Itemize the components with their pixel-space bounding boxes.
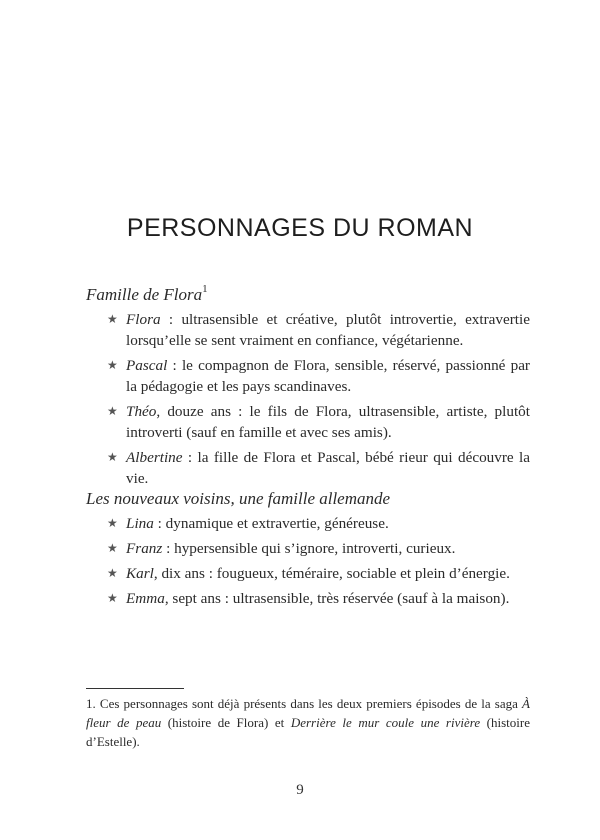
- section-heading-famille-de-flora: [86, 285, 208, 305]
- character-name: Albertine: [126, 449, 183, 466]
- list-item: [105, 447, 530, 489]
- character-description: : le compagnon de Flora, sensible, réservé, passionné par la pédagogie et les pays scandinaves.: [126, 357, 530, 395]
- star-icon: ★: [107, 541, 118, 555]
- character-description: , dix ans : fougueux, téméraire, sociable et plein d’énergie.: [153, 565, 510, 582]
- character-description: : la fille de Flora et Pascal, bébé rieur qui découvre la vie.: [126, 449, 530, 487]
- section-heading-nouveaux-voisins: Les nouveaux voisins, une famille allemande: [86, 489, 391, 508]
- list-item: [105, 588, 530, 609]
- character-list-flora: [105, 309, 530, 493]
- footnote-number: 1.: [86, 696, 96, 711]
- character-list-voisins: [105, 513, 530, 613]
- character-description: , sept ans : ultrasensible, très réservée (sauf à la maison).: [164, 590, 510, 607]
- footnote-text: (histoire d’Estelle).: [86, 715, 531, 749]
- page-title: PERSONNAGES DU ROMAN: [126, 214, 474, 242]
- section-heading-text: Famille de Flora: [86, 285, 203, 304]
- list-item: [105, 309, 530, 351]
- character-description: : hypersensible qui s’ignore, introverti, curieux.: [162, 540, 456, 557]
- footnote: [86, 694, 530, 751]
- star-icon: ★: [107, 450, 118, 464]
- page-number: 9: [296, 782, 304, 798]
- star-icon: ★: [107, 591, 118, 605]
- footnote-text: (histoire de Flora) et: [161, 715, 291, 730]
- character-name: Lina: [126, 515, 154, 532]
- star-icon: ★: [107, 404, 118, 418]
- list-item: [105, 355, 530, 397]
- star-icon: ★: [107, 516, 118, 530]
- character-name: Emma: [126, 590, 165, 607]
- star-icon: ★: [107, 312, 118, 326]
- book-title: Derrière le mur coule une rivière: [290, 715, 481, 730]
- list-item: [105, 538, 530, 559]
- footnote-divider: [86, 688, 184, 689]
- star-icon: ★: [107, 566, 118, 580]
- list-item: [105, 563, 530, 584]
- star-icon: ★: [107, 358, 118, 372]
- list-item: [105, 401, 530, 443]
- footnote-text: Ces personnages sont déjà présents dans les deux premiers épisodes de la saga: [95, 696, 523, 711]
- footnote-ref: 1: [202, 283, 208, 295]
- character-name: Karl: [126, 565, 154, 582]
- character-description: : dynamique et extravertie, généreuse.: [153, 515, 389, 532]
- character-name: Théo: [126, 403, 157, 420]
- character-description: , douze ans : le fils de Flora, ultrasensible, artiste, plutôt introverti (sauf en famille et avec ses amis).: [126, 403, 530, 441]
- character-name: Flora: [126, 311, 161, 328]
- book-title: À fleur de peau: [86, 696, 530, 730]
- character-name: Pascal: [126, 357, 168, 374]
- character-description: : ultrasensible et créative, plutôt introvertie, extravertie lorsqu’elle se sent vraiment en confiance, végétarienne.: [126, 311, 530, 349]
- list-item: [105, 513, 530, 534]
- character-name: Franz: [126, 540, 163, 557]
